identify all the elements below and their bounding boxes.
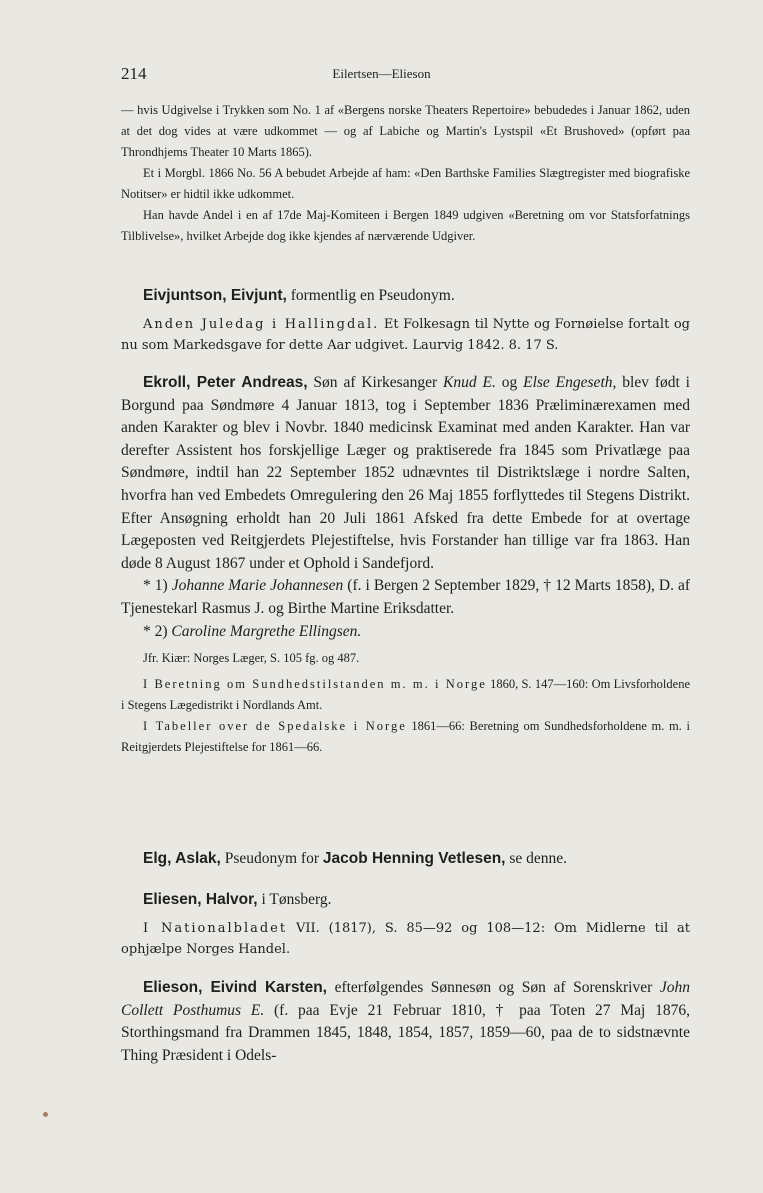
marriage-2 bbox=[121, 621, 690, 644]
entry-description: Pseudonym for bbox=[220, 850, 323, 867]
entry-eivjuntson-reference bbox=[121, 314, 690, 356]
reference-details: Et Folkesagn til Nytte og Fornøielse fortalt og nu som Markedsgave for dette Aar udgivet. Laurvig 1842. 8. 17 S. bbox=[121, 316, 690, 353]
reference-title: I Nationalbladet bbox=[143, 920, 288, 936]
bio-text: blev født i Borgund paa Søndmøre 4 Januar 1813, tog i September 1836 Præliminærexamen med anden Karakter og blev i Novbr. 1840 medicinsk Examinat med anden Karakter. Han var derefter Assistent hos forskjellige Læger og praktiserede fra 1845 som Privatlæge paa Søndmøre, indtil han 22 September 1852 udnævntes til Distriktslæge i nordre Salten, hvorfra han ved Embedets Omregulering den 26 Maj 1855 forflyttedes til Stegens Distrikt. Efter Ansøgning erholdt han 20 Juli 1861 Afsked fra dette Embede for at overtage Lægeposten ved Reitgjerdets Plejestiftelse, hvis Forstander han tillige var fra 1863. Han døde 8 August 1867 under et Ophold i Sandefjord. bbox=[121, 374, 690, 572]
entry-description: se denne. bbox=[505, 850, 568, 867]
reference-title: I Beretning om Sundhedstilstanden m. m. i Norge bbox=[143, 677, 487, 692]
reference-title: I Tabeller over de Spedalske i Norge bbox=[143, 719, 407, 734]
reference-title: Anden Juledag i Hallingdal. bbox=[143, 316, 380, 332]
page-stain bbox=[43, 1112, 48, 1117]
reference-jfr: Jfr. Kiær: Norges Læger, S. 105 fg. og 487. bbox=[143, 651, 360, 666]
entry-name: Elg, Aslak, bbox=[143, 850, 221, 867]
entry-eivjuntson bbox=[121, 285, 690, 356]
entry-description: i Tønsberg. bbox=[257, 891, 332, 908]
bio-text: og bbox=[495, 374, 524, 391]
entry-eliesen-reference bbox=[121, 918, 690, 960]
entry-elieson bbox=[121, 977, 690, 1067]
entry-eliesen-heading bbox=[121, 889, 690, 912]
bio-text: efterfølgendes Sønnesøn og Søn af Sorenskriver bbox=[327, 979, 660, 996]
mother-name: Else Engeseth, bbox=[523, 374, 617, 391]
reference-details: 1860, S. 147—160: Om Livsforholdene i Stegens Lægedistrikt i Nordlands Amt. bbox=[121, 677, 690, 713]
entry-eivjuntson-heading bbox=[121, 285, 690, 308]
continuation-paragraph-2: Et i Morgbl. 1866 No. 56 A bebudet Arbejde af ham: «Den Barthske Families Slægtregister med biografiske Notitser» er hidtil ikke udkommet. bbox=[121, 166, 690, 201]
entry-elg bbox=[121, 848, 690, 871]
entry-name: Eliesen, Halvor, bbox=[143, 891, 258, 908]
bio-text: Søn af Kirkesanger bbox=[307, 374, 443, 391]
spouse-name: Caroline Margrethe Ellingsen. bbox=[171, 622, 362, 640]
continuation-paragraph-3: Han havde Andel i en af 17de Maj-Komiteen i Bergen 1849 udgiven «Beretning om vor Statsforfatnings Tilblivelse», hvilket Arbejde dog ikke kjendes af nærværende Udgiver. bbox=[121, 208, 690, 243]
marriage-details: (f. i Bergen 2 September 1829, † 12 Marts 1858), D. af Tjenestekarl Rasmus J. og Birthe Martine Eriksdatter. bbox=[121, 577, 691, 617]
marriage-1 bbox=[121, 575, 690, 620]
entry-name: Elieson, Eivind Karsten, bbox=[143, 979, 327, 996]
page-number: 214 bbox=[121, 64, 147, 83]
reference-details: VII. (1817), S. 85—92 og 108—12: Om Midlerne til at ophjælpe Norges Handel. bbox=[121, 920, 691, 957]
entry-elieson-biography bbox=[121, 977, 690, 1067]
referenced-name: Jacob Henning Vetlesen, bbox=[322, 850, 506, 867]
spouse-name: Johanne Marie Johannesen bbox=[171, 577, 344, 595]
entry-elg-heading bbox=[121, 848, 690, 871]
reference-tabeller bbox=[121, 716, 690, 758]
father-name: Knud E. bbox=[443, 374, 496, 391]
entry-ekroll bbox=[121, 372, 690, 758]
father-name: John Collett Posthumus E. bbox=[121, 979, 691, 1019]
reference-beretning bbox=[121, 674, 690, 716]
entry-name: Ekroll, Peter Andreas, bbox=[143, 374, 308, 391]
continuation-block bbox=[121, 100, 690, 247]
marriage-marker: * 2) bbox=[143, 622, 172, 640]
entry-description: formentlig en Pseudonym. bbox=[286, 287, 455, 304]
entry-name: Eivjuntson, Eivjunt, bbox=[143, 287, 287, 304]
entry-eliesen bbox=[121, 889, 690, 960]
bio-text: (f. paa Evje 21 Februar 1810, † paa Toten 27 Maj 1876, Storthingsmand fra Drammen 1845, 1848, 1854, 1857, 1859—60, paa de to sidstnævnte Thing Præsident i Odels- bbox=[121, 1001, 690, 1064]
marriage-marker: * 1) bbox=[143, 577, 172, 595]
reference-details: 1861—66: Beretning om Sundhedsforholdene m. m. i Reitgjerdets Plejestiftelse for 1861—66. bbox=[121, 719, 690, 755]
running-title: Eilertsen—Elieson bbox=[332, 66, 431, 81]
entry-ekroll-biography bbox=[121, 372, 690, 575]
continuation-paragraph-1: — hvis Udgivelse i Trykken som No. 1 af «Bergens norske Theaters Repertoire» bebudedes i Januar 1862, uden at det dog vides at være udkommet — og af Labiche og Martin's Lystspil «Et Brushoved» (opført paa Throndhjems Theater 10 Marts 1865). bbox=[121, 103, 690, 159]
